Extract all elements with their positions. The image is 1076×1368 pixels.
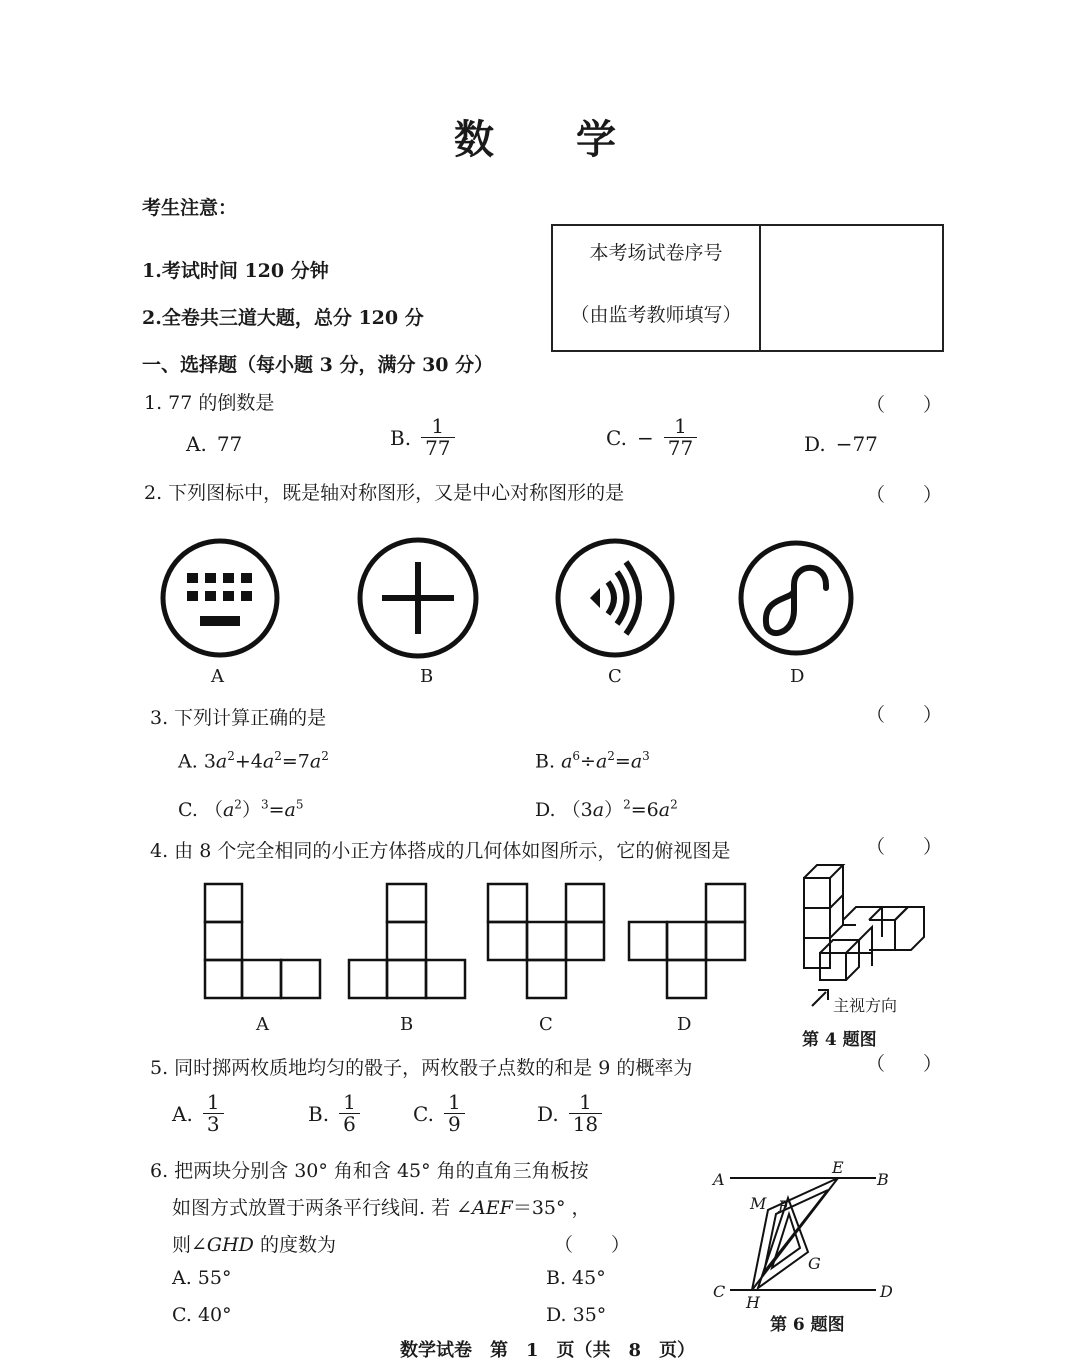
q5-answer-paren: （ ） (866, 1053, 943, 1075)
q3-a-v2: a (262, 750, 275, 773)
q4-label-a: A (256, 1014, 269, 1035)
q6-point-f: F (778, 1197, 790, 1216)
q6-option-a: A. 55° (172, 1267, 232, 1289)
q3-b-label: B. (535, 750, 556, 773)
q3-b-v2: a (595, 750, 608, 773)
q6-point-e: E (832, 1158, 844, 1177)
q5-option-d-den: 18 (569, 1113, 602, 1135)
q3-c-p2: ） (241, 799, 261, 821)
q1-option-c-den: 77 (664, 437, 697, 459)
q5-option-b-label: B. (308, 1101, 330, 1126)
q3-a-e2: 2 (274, 749, 282, 763)
notice-heading: 考生注意： (142, 197, 238, 219)
q6-point-g: G (808, 1254, 821, 1273)
seat-box-label: 本考场试卷序号 (589, 242, 723, 264)
q3-a-label: A. (178, 750, 198, 773)
q1-option-a-value: 77 (216, 432, 243, 456)
q3-d-v1: a (592, 799, 605, 821)
q5-option-b-den: 6 (339, 1113, 360, 1135)
q5-option-c-label: C. (413, 1101, 434, 1126)
q3-d-p2: ） (604, 799, 624, 821)
q3-c-e3: 5 (295, 797, 304, 812)
q3-c-p3: = (268, 799, 285, 821)
q6-point-c: C (713, 1282, 726, 1301)
q3-b-v1: a (561, 750, 573, 773)
q3-a-e1: 2 (227, 749, 235, 763)
q3-stem: 3. 下列计算正确的是 (150, 707, 327, 729)
q1-option-d-label: D. (804, 432, 826, 456)
q6-point-m: M (750, 1194, 767, 1213)
q3-a-v1: a (215, 750, 228, 773)
q3-b-p3: = (614, 750, 631, 773)
q2-answer-paren: （ ） (866, 484, 943, 506)
q3-c-e2: 3 (260, 797, 269, 812)
q6-point-b: B (877, 1170, 889, 1189)
q6-line-1: 6. 把两块分别含 30° 角和含 45° 角的直角三角板按 (150, 1160, 589, 1182)
q6-angle-ghd: GHD (206, 1234, 254, 1256)
q6-line-3-b: 的度数为 (253, 1234, 336, 1256)
q3-c-v1: a (222, 799, 235, 821)
q3-b-e2: 2 (607, 749, 615, 763)
q1-answer-paren: （ ） (866, 394, 943, 416)
q6-option-c: C. 40° (172, 1304, 232, 1326)
seat-box-note: （由监考教师填写） (570, 304, 742, 326)
q1-option-b-label: B. (390, 425, 412, 450)
q3-b-p2: ÷ (580, 750, 596, 773)
page-footer: 数学试卷 第 1 页（共 8 页） (400, 1340, 696, 1361)
q3-a-p1: 3 (203, 750, 216, 773)
q4-label-c: C (539, 1014, 553, 1035)
q1-stem: 1. 77 的倒数是 (144, 392, 275, 414)
q6-point-a: A (713, 1170, 725, 1189)
q3-b-e1: 6 (572, 749, 581, 763)
notice-item-1: 1.考试时间 120 分钟 (142, 260, 329, 282)
title-char-2: 学 (576, 116, 622, 163)
q5-option-b-num: 1 (343, 1090, 356, 1114)
q3-d-e3: 2 (670, 797, 678, 812)
q5-option-d-label: D. (537, 1101, 559, 1126)
q1-option-a-label: A. (186, 432, 207, 456)
q3-d-v3: a (658, 799, 671, 821)
title-char-1: 数 (454, 116, 500, 163)
q3-d-p3: =6 (630, 799, 659, 821)
q6-line-2-b: ＝35° ， (512, 1197, 591, 1219)
q3-d-p1: （3 (561, 799, 593, 821)
q4-answer-paren: （ ） (866, 836, 943, 858)
q2-label-b: B (420, 666, 434, 687)
q1-option-d-value: −77 (835, 432, 878, 456)
q3-a-p2: +4 (234, 750, 263, 773)
q6-option-b: B. 45° (546, 1267, 606, 1289)
q3-c-e1: 2 (234, 797, 242, 812)
q6-point-h: H (746, 1293, 760, 1312)
q5-stem: 5. 同时掷两枚质地均匀的骰子，两枚骰子点数的和是 9 的概率为 (150, 1057, 693, 1079)
q3-c-label: C. (178, 799, 198, 821)
q3-d-label: D. (535, 799, 556, 821)
q4-stem: 4. 由 8 个完全相同的小正方体搭成的几何体如图所示，它的俯视图是 (150, 840, 731, 862)
q2-stem: 2. 下列图标中，既是轴对称图形，又是中心对称图形的是 (144, 482, 625, 504)
q5-option-a-num: 1 (206, 1090, 220, 1114)
q1-option-b-den: 77 (421, 437, 454, 459)
q3-a-v3: a (309, 750, 322, 773)
q4-figure-caption: 第 4 题图 (802, 1030, 877, 1050)
q3-a-e3: 2 (321, 749, 329, 763)
q5-option-a-label: A. (172, 1101, 193, 1126)
q3-d-e2: 2 (623, 797, 631, 812)
q6-line-3-a: 则∠ (172, 1234, 207, 1256)
q3-c-p1: （ (203, 799, 223, 821)
q3-answer-paren: （ ） (866, 704, 943, 726)
q6-angle-aef: AEF (472, 1197, 513, 1219)
q6-line-2-a: 如图方式放置于两条平行线间. 若 ∠ (172, 1197, 473, 1219)
q3-b-e3: 3 (642, 749, 650, 763)
notice-item-2: 2.全卷共三道大题，总分 120 分 (142, 307, 424, 329)
q4-label-d: D (677, 1014, 692, 1035)
q1-option-c-label: C. (606, 425, 627, 450)
q2-label-a: A (211, 666, 224, 687)
q4-view-direction: 主视方向 (833, 996, 898, 1015)
q6-figure-caption: 第 6 题图 (770, 1315, 845, 1335)
q5-option-c-den: 9 (444, 1113, 465, 1135)
q2-label-d: D (790, 666, 805, 687)
q6-option-d: D. 35° (546, 1304, 607, 1326)
q1-option-c-num: 1 (674, 414, 687, 438)
q5-option-a-den: 3 (203, 1113, 224, 1135)
q5-option-c-num: 1 (447, 1090, 461, 1114)
q3-a-p3: =7 (281, 750, 310, 773)
q5-option-d-num: 1 (579, 1090, 592, 1114)
q3-b-v3: a (630, 750, 643, 773)
q6-point-d: D (880, 1282, 893, 1301)
section-heading: 一、选择题（每小题 3 分，满分 30 分） (142, 354, 494, 376)
q3-c-v3: a (284, 799, 296, 821)
q4-label-b: B (400, 1014, 414, 1035)
q2-label-c: C (608, 666, 622, 687)
q6-answer-paren: （ ） (554, 1234, 631, 1256)
q1-option-b-num: 1 (431, 414, 445, 438)
q1-option-c-sign: − (636, 425, 654, 450)
